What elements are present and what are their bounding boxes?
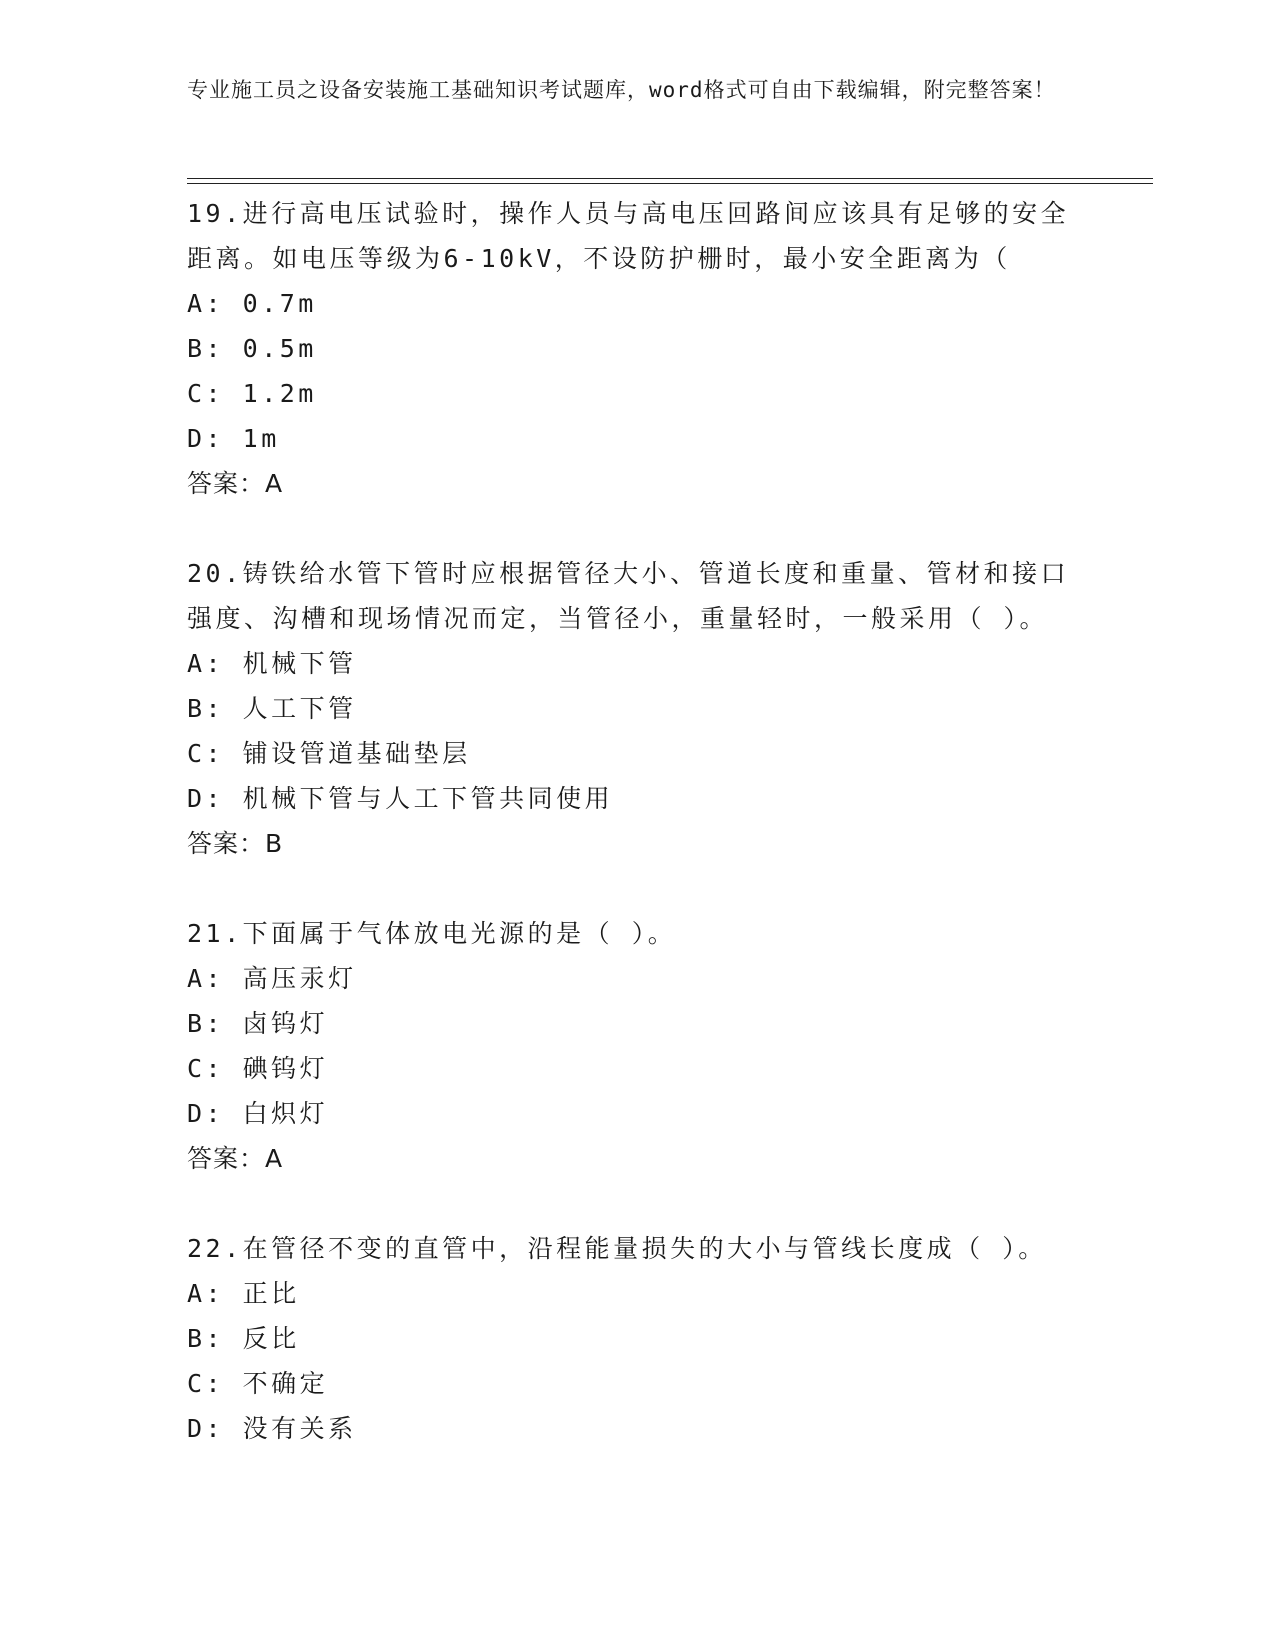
question-gap <box>187 506 1087 551</box>
header-rule-top <box>187 178 1153 179</box>
option-d: D: 没有关系 <box>187 1414 357 1443</box>
option-c: C: 1.2m <box>187 379 317 408</box>
option-a: A: 高压汞灯 <box>187 964 357 993</box>
question-21 <box>187 911 1087 1181</box>
option-c: C: 不确定 <box>187 1369 329 1398</box>
question-list <box>187 191 1087 1451</box>
option-b: B: 0.5m <box>187 334 317 363</box>
header-rule-bottom <box>187 183 1153 184</box>
question-gap <box>187 1181 1087 1226</box>
option-b: B: 卤钨灯 <box>187 1009 329 1038</box>
document-header: 专业施工员之设备安装施工基础知识考试题库，word格式可自由下载编辑，附完整答案！ <box>187 78 1056 102</box>
question-stem: 19.进行高电压试验时，操作人员与高电压回路间应该具有足够的安全距离。如电压等级为6-10kV，不设防护栅时，最小安全距离为（ <box>187 199 1070 273</box>
answer: 答案：B <box>187 829 284 858</box>
option-d: D: 白炽灯 <box>187 1099 329 1128</box>
answer: 答案：A <box>187 1144 284 1173</box>
answer: 答案：A <box>187 469 284 498</box>
option-c: C: 铺设管道基础垫层 <box>187 739 471 768</box>
question-stem: 21.下面属于气体放电光源的是（ ）。 <box>187 919 677 948</box>
option-d: D: 机械下管与人工下管共同使用 <box>187 784 614 813</box>
option-c: C: 碘钨灯 <box>187 1054 329 1083</box>
question-19 <box>187 191 1087 506</box>
option-a: A: 正比 <box>187 1279 300 1308</box>
question-stem: 20.铸铁给水管下管时应根据管径大小、管道长度和重量、管材和接口强度、沟槽和现场情况而定，当管径小，重量轻时，一般采用（ ）。 <box>187 559 1070 633</box>
question-gap <box>187 866 1087 911</box>
option-b: B: 人工下管 <box>187 694 357 723</box>
option-b: B: 反比 <box>187 1324 300 1353</box>
question-22 <box>187 1226 1087 1451</box>
option-a: A: 机械下管 <box>187 649 357 678</box>
option-a: A: 0.7m <box>187 289 317 318</box>
option-d: D: 1m <box>187 424 280 453</box>
question-stem: 22.在管径不变的直管中，沿程能量损失的大小与管线长度成（ ）。 <box>187 1234 1047 1263</box>
question-20 <box>187 551 1087 866</box>
